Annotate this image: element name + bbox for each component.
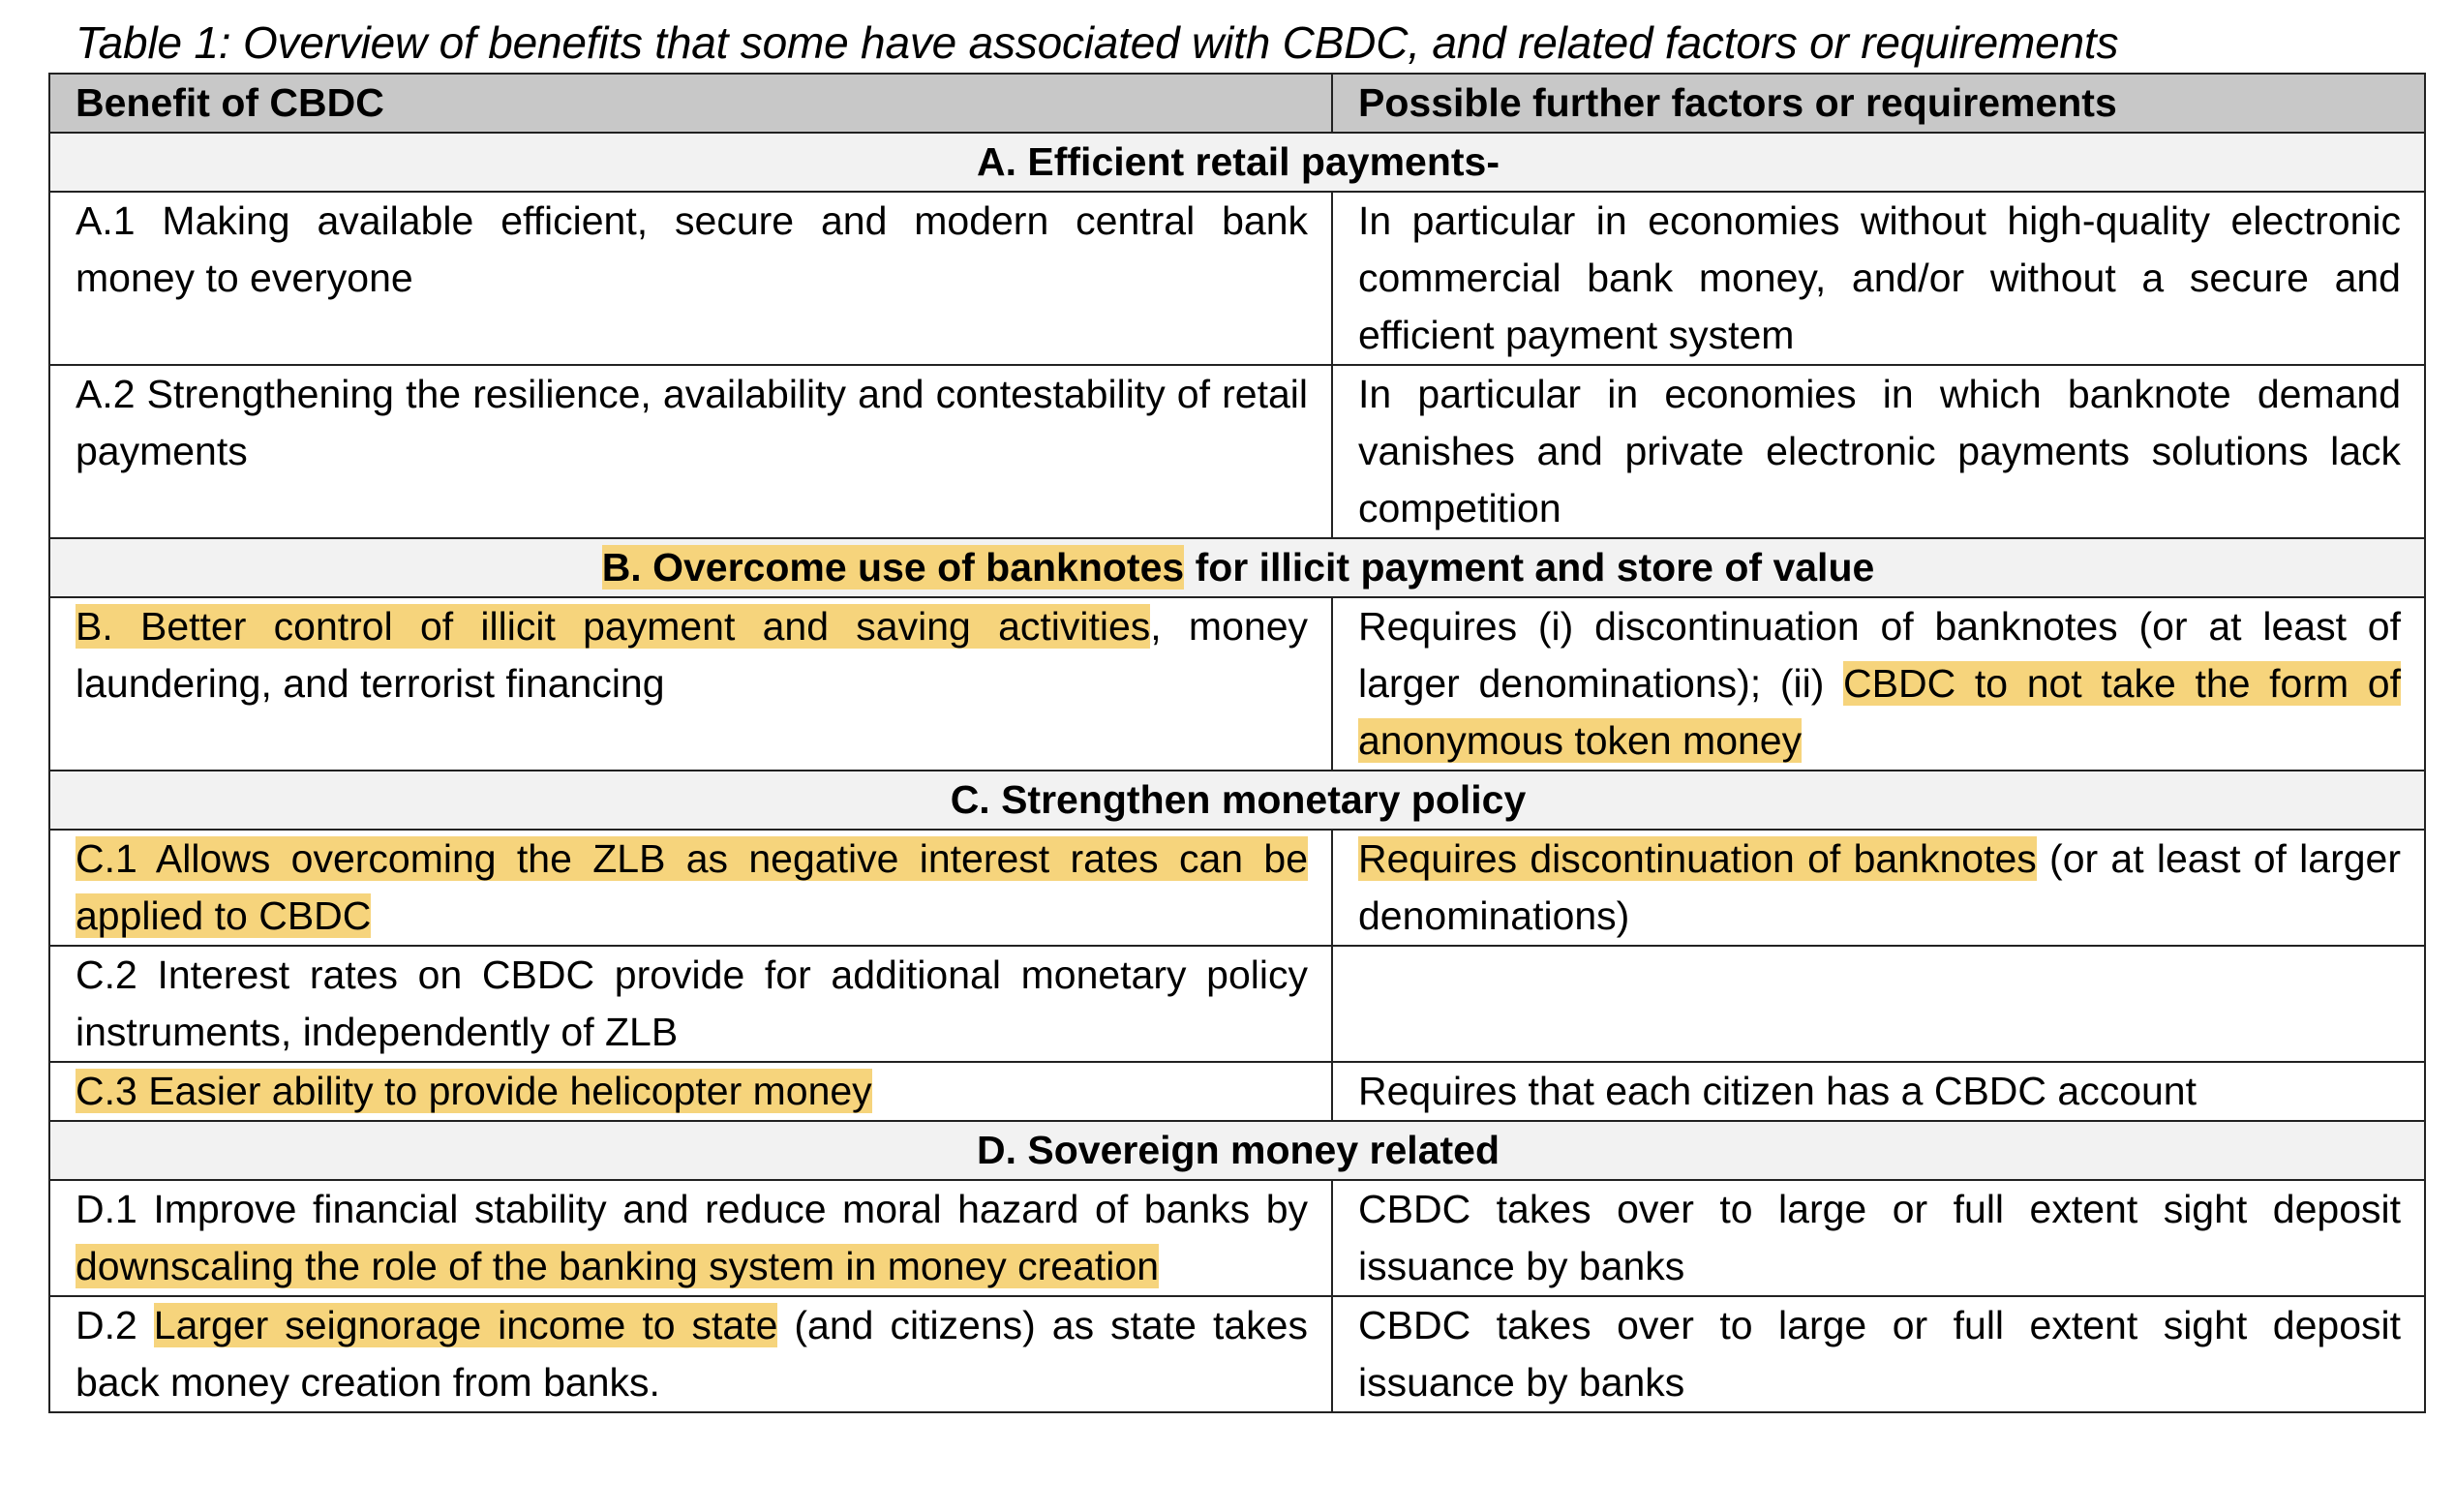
factor-cell-a1: In particular in economies without high-quality electronic commercial bank money, and/or without a secure and efficient payment system bbox=[1332, 192, 2425, 365]
section-row-c bbox=[49, 771, 2425, 830]
table-row bbox=[49, 192, 2425, 365]
highlight-mark: B. Better control of illicit payment and saving activities bbox=[76, 604, 1151, 649]
factor-cell-c2 bbox=[1332, 946, 2425, 1062]
table-row bbox=[49, 597, 2425, 771]
highlight-mark: CBDC to not take the form of anonymous token money bbox=[1358, 661, 2401, 763]
benefit-cell-d1 bbox=[49, 1180, 1332, 1296]
highlight-mark: B. Overcome use of banknotes bbox=[601, 545, 1185, 590]
factor-cell-b bbox=[1332, 597, 2425, 771]
section-title-d: D. Sovereign money related bbox=[49, 1121, 2425, 1180]
benefit-cell-b bbox=[49, 597, 1332, 771]
header-benefit: Benefit of CBDC bbox=[49, 74, 1332, 133]
factor-cell-a2: In particular in economies in which banknote demand vanishes and private electronic payments solutions lack competition bbox=[1332, 365, 2425, 538]
benefit-cell-a2: A.2 Strengthening the resilience, availability and contestability of retail payments bbox=[49, 365, 1332, 538]
section-row-d bbox=[49, 1121, 2425, 1180]
benefit-cell-c1 bbox=[49, 830, 1332, 946]
section-title-c: C. Strengthen monetary policy bbox=[49, 771, 2425, 830]
table-row bbox=[49, 1180, 2425, 1296]
benefit-cell-c3 bbox=[49, 1062, 1332, 1121]
table-caption: Table 1: Overview of benefits that some have associated with CBDC, and related factors or requirements bbox=[76, 17, 2119, 68]
benefit-text: D.1 Improve financial stability and reduce moral hazard of banks by bbox=[76, 1187, 1308, 1231]
factor-text: Requires (i) discontinuation of banknotes (or at least of larger denominations); (ii) bbox=[1358, 604, 2401, 706]
section-title-a: A. Efficient retail payments- bbox=[49, 133, 2425, 192]
benefit-cell-c2: C.2 Interest rates on CBDC provide for additional monetary policy instruments, independently of ZLB bbox=[49, 946, 1332, 1062]
factor-cell-c3: Requires that each citizen has a CBDC account bbox=[1332, 1062, 2425, 1121]
factor-text: (or at least of larger denominations) bbox=[1358, 836, 2401, 938]
highlight-mark: Larger seignorage income to state bbox=[153, 1303, 778, 1347]
factor-cell-c1 bbox=[1332, 830, 2425, 946]
table-row bbox=[49, 1062, 2425, 1121]
cbdc-benefits-table bbox=[48, 73, 2426, 1413]
benefit-text: , money laundering, and terrorist financing bbox=[76, 604, 1308, 706]
table-row bbox=[49, 1296, 2425, 1412]
section-row-a bbox=[49, 133, 2425, 192]
section-row-b bbox=[49, 538, 2425, 597]
table-row bbox=[49, 946, 2425, 1062]
highlight-mark: C.3 Easier ability to provide helicopter money bbox=[76, 1069, 872, 1113]
table-row bbox=[49, 830, 2425, 946]
header-row bbox=[49, 74, 2425, 133]
highlight-mark: downscaling the role of the banking system in money creation bbox=[76, 1244, 1160, 1288]
factor-cell-d1: CBDC takes over to large or full extent sight deposit issuance by banks bbox=[1332, 1180, 2425, 1296]
highlight-mark: Requires discontinuation of banknotes bbox=[1358, 836, 2037, 881]
header-factors: Possible further factors or requirements bbox=[1332, 74, 2425, 133]
factor-cell-d2: CBDC takes over to large or full extent sight deposit issuance by banks bbox=[1332, 1296, 2425, 1412]
benefit-cell-a1: A.1 Making available efficient, secure and modern central bank money to everyone bbox=[49, 192, 1332, 365]
section-title-b-rest: for illicit payment and store of value bbox=[1184, 545, 1875, 590]
highlight-mark: C.1 Allows overcoming the ZLB as negative interest rates can be applied to CBDC bbox=[76, 836, 1308, 938]
benefit-cell-d2 bbox=[49, 1296, 1332, 1412]
benefit-text: D.2 bbox=[76, 1303, 154, 1347]
section-title-b bbox=[49, 538, 2425, 597]
benefit-text: (and citizens) as state takes back money creation from banks. bbox=[76, 1303, 1308, 1405]
table-row bbox=[49, 365, 2425, 538]
